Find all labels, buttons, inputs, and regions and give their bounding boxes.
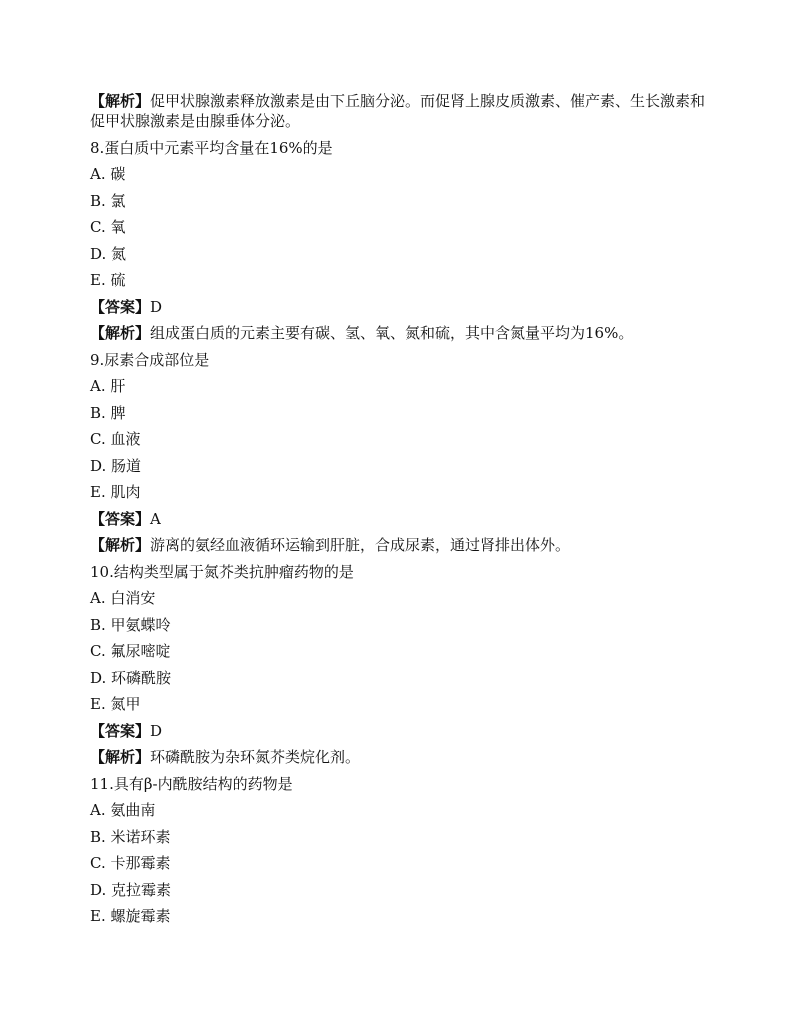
q9-option-c: C. 血液 [90, 430, 141, 448]
analysis-text: 组成蛋白质的元素主要有碳、氢、氧、氮和硫，其中含氮量平均为16%。 [150, 324, 634, 342]
q11-option-a: A. 氨曲南 [90, 801, 156, 819]
q8-option-e: E. 硫 [90, 271, 126, 289]
q10-answer [90, 721, 710, 741]
q11-option-e: E. 螺旋霉素 [90, 907, 171, 925]
analysis-label: 【解析】 [90, 748, 151, 766]
analysis-label: 【解析】 [90, 324, 151, 342]
q9-analysis [90, 535, 710, 555]
question-8: 8.蛋白质中元素平均含量在16%的是 [90, 138, 333, 157]
q11-option-c: C. 卡那霉素 [90, 854, 171, 872]
answer-label: 【答案】 [90, 509, 151, 528]
q9-option-e: E. 肌肉 [90, 483, 141, 501]
answer-label: 【答案】 [90, 721, 151, 740]
document-page [90, 91, 710, 926]
analysis-label: 【解析】 [90, 536, 151, 554]
q8-answer [90, 297, 710, 317]
question-10: 10.结构类型属于氮芥类抗肿瘤药物的是 [90, 562, 354, 581]
q10-option-a: A. 白消安 [90, 589, 156, 607]
answer-value: D [150, 297, 163, 316]
q10-option-e: E. 氮甲 [90, 695, 141, 713]
q9-option-b: B. 脾 [90, 403, 126, 422]
analysis-text: 游离的氨经血液循环运输到肝脏，合成尿素，通过肾排出体外。 [150, 536, 571, 554]
question-9: 9.尿素合成部位是 [90, 350, 210, 369]
q8-analysis [90, 323, 710, 343]
q7-analysis [90, 91, 710, 131]
analysis-text: 促甲状腺激素释放激素是由下丘脑分泌。而促肾上腺皮质激素、催产素、生长激素和促甲状腺激素是由腺垂体分泌。 [90, 92, 706, 130]
q10-option-b: B. 甲氨蝶呤 [90, 615, 171, 634]
q11-option-b: B. 米诺环素 [90, 827, 171, 846]
q10-option-c: C. 氟尿嘧啶 [90, 642, 171, 660]
q9-option-a: A. 肝 [90, 377, 126, 395]
q9-answer [90, 509, 710, 529]
q8-option-a: A. 碳 [90, 165, 126, 183]
q9-option-d: D. 肠道 [90, 456, 142, 475]
q8-option-d: D. 氮 [90, 244, 127, 263]
q10-analysis [90, 747, 710, 767]
analysis-text: 环磷酰胺为杂环氮芥类烷化剂。 [150, 748, 361, 766]
q8-option-b: B. 氯 [90, 191, 126, 210]
q11-option-d: D. 克拉霉素 [90, 880, 172, 899]
q10-option-d: D. 环磷酰胺 [90, 668, 172, 687]
question-11: 11.具有β-内酰胺结构的药物是 [90, 774, 293, 793]
answer-value: D [150, 721, 163, 740]
answer-label: 【答案】 [90, 297, 151, 316]
q8-option-c: C. 氧 [90, 218, 126, 236]
answer-value: A [150, 509, 161, 528]
analysis-label: 【解析】 [90, 92, 151, 110]
